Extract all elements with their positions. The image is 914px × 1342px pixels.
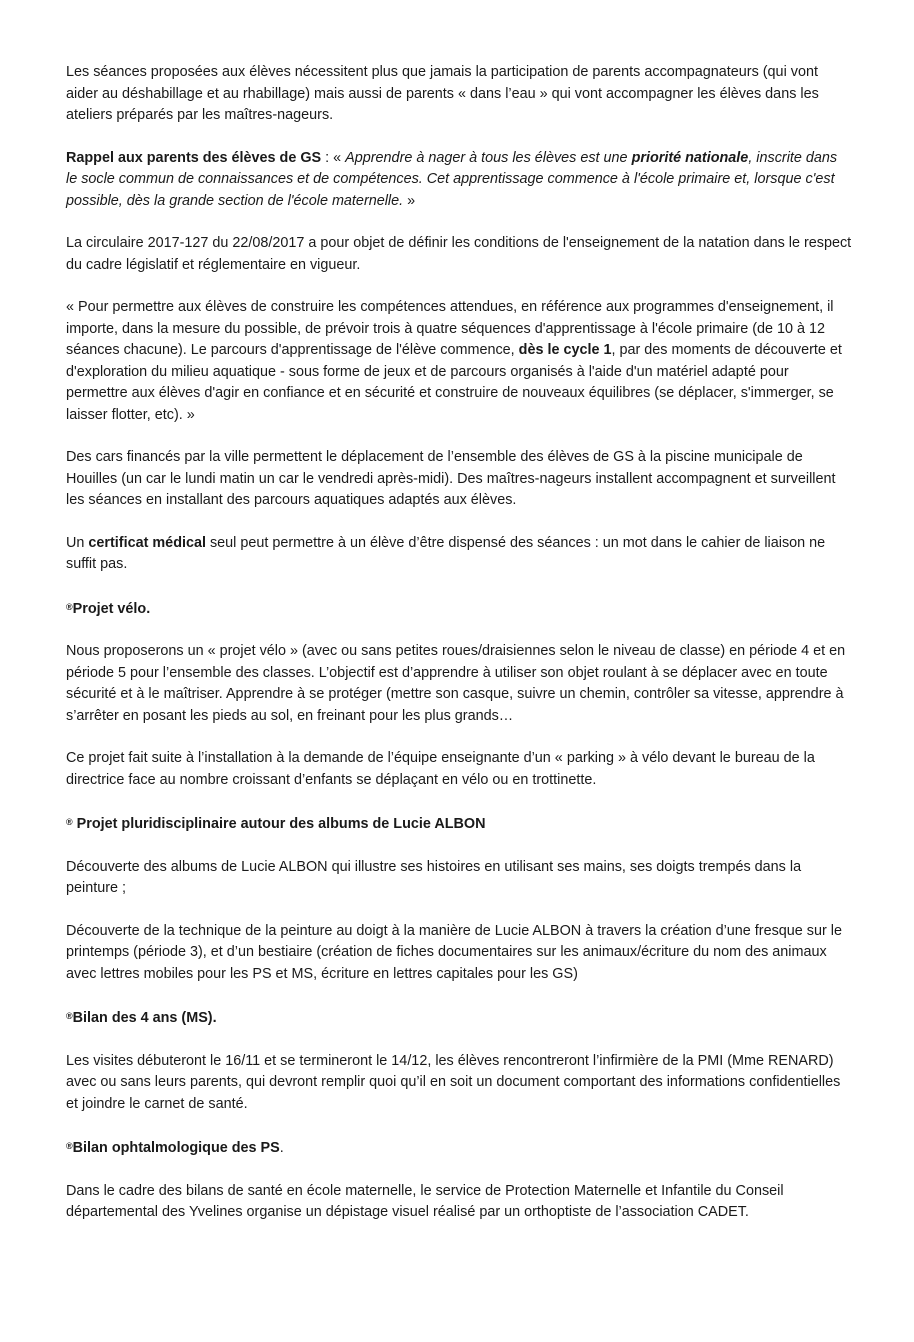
paragraph-certificat	[66, 533, 852, 576]
heading-bilan-ophtalmo	[66, 1136, 852, 1160]
rappel-priorite: priorité nationale	[631, 149, 749, 166]
paragraph-bilan-4-ans: Les visites débuteront le 16/11 et se termineront le 14/12, les élèves rencontreront l’infirmière de la PMI (Mme RENARD) avec ou sans leurs parents, qui devront remplir quoi qu’il en soit un document comportant des informations confidentielles et joindre le carnet de santé.	[66, 1052, 841, 1112]
rappel-close: »	[403, 192, 416, 209]
citation-part1: « Pour permettre aux élèves de construire les compétences attendues, en référence aux programmes d'enseignement, il importe, dans la mesure du possible, de prévoir trois à quatre séquences d'apprentissage à l'école primaire (de 10 à 12 séances chacune). Le parcours d'apprentissage de l'élève commence,	[66, 299, 834, 358]
paragraph-albon-2: Découverte de la technique de la peinture au doigt à la manière de Lucie ALBON à travers la création d’une fresque sur le printemps (période 3), et d’un bestiaire (création de fiches documentaires sur les animaux/écriture du nom des animaux avec lettres mobiles pour les PS et MS, écriture en lettres capitales pour les GS)	[66, 922, 842, 982]
citation-bold: dès le cycle 1	[518, 342, 612, 358]
paragraph-velo-2: Ce projet fait suite à l’installation à la demande de l’équipe enseignante d’un « parking » à vélo devant le bureau de la directrice face au nombre croissant d’enfants se déplaçant en vélo ou en trottinette.	[66, 750, 815, 788]
rappel-italic-2: , inscrite dans le socle commun de connaissances et de compétences. Cet apprentissage commence à l'école primaire et, lorsque c'est possible, dès la grande section de l'école maternelle.	[66, 149, 838, 209]
registered-marker: ®	[66, 601, 73, 612]
paragraph-citation-cycle1	[66, 297, 852, 426]
heading-projet-velo	[66, 597, 852, 621]
heading-suffix: .	[279, 1140, 284, 1156]
heading-text: Projet vélo.	[72, 600, 151, 617]
registered-marker: ®	[66, 817, 73, 827]
rappel-italic-1: Apprendre à nager à tous les élèves est une	[345, 149, 632, 166]
registered-marker: ®	[66, 1141, 73, 1151]
paragraph-albon-1: Découverte des albums de Lucie ALBON qui illustre ses histoires en utilisant ses mains, ses doigts trempés dans la peinture ;	[66, 858, 802, 896]
heading-text: Projet pluridisciplinaire autour des albums de Lucie ALBON	[72, 816, 486, 832]
certificat-lead: Un	[66, 534, 89, 551]
heading-projet-albon	[66, 812, 852, 836]
citation-part2: , par des moments de découverte et d'exploration du milieu aquatique - sous forme de jeux et de parcours organisés à l'aide d'un matériel adapté pour permettre aux élèves d'agir en confiance et en sécurité et construire de nouveaux équilibres (se déplacer, s'immerger, se laisser flotter, etc). »	[66, 342, 842, 423]
heading-text: Bilan des 4 ans (MS).	[72, 1010, 217, 1026]
heading-bilan-4-ans	[66, 1006, 852, 1030]
document-page	[66, 62, 852, 1245]
paragraph-parents-accompagnateurs: Les séances proposées aux élèves nécessitent plus que jamais la participation de parents accompagnateurs (qui vont aider au déshabillage et au rhabillage) mais aussi de parents « dans l’eau » qui vont accompagner les élèves dans les ateliers préparés par les maîtres-nageurs.	[66, 64, 819, 123]
heading-text: Bilan ophtalmologique des PS	[72, 1140, 280, 1156]
paragraph-cars-piscine: Des cars financés par la ville permettent le déplacement de l’ensemble des élèves de GS à la piscine municipale de Houilles (un car le lundi matin un car le vendredi après-midi). Des maîtres-nageurs installent accompagnent et surveillent les séances en installant des parcours aquatiques adaptés aux élèves.	[66, 449, 836, 508]
certificat-rest: seul peut permettre à un élève d’être dispensé des séances : un mot dans le cahier de liaison ne suffit pas.	[66, 534, 826, 572]
paragraph-circulaire: La circulaire 2017-127 du 22/08/2017 a pour objet de définir les conditions de l'enseignement de la natation dans le respect du cadre législatif et réglementaire en vigueur.	[66, 235, 852, 273]
registered-marker: ®	[66, 1011, 73, 1021]
rappel-sep: : «	[321, 149, 346, 166]
paragraph-rappel-gs	[66, 148, 852, 213]
certificat-bold: certificat médical	[88, 534, 206, 551]
paragraph-velo-1: Nous proposerons un « projet vélo » (avec ou sans petites roues/draisiennes selon le niveau de classe) en période 4 et en période 5 pour l’ensemble des classes. L’objectif est d’apprendre à utiliser son objet roulant à se déplacer avec en toute sécurité et à le maîtriser. Apprendre à se protéger (mettre son casque, suivre un chemin, contrôler sa vitesse, apprendre à s’arrêter en posant les pieds au sol, en freinant pour les plus grands…	[66, 643, 846, 724]
rappel-lead: Rappel aux parents des élèves de GS	[66, 149, 322, 166]
paragraph-ophtalmo: Dans le cadre des bilans de santé en école maternelle, le service de Protection Maternelle et Infantile du Conseil départemental des Yvelines organise un dépistage visuel réalisé par un orthoptiste de l’association CADET.	[66, 1182, 784, 1220]
